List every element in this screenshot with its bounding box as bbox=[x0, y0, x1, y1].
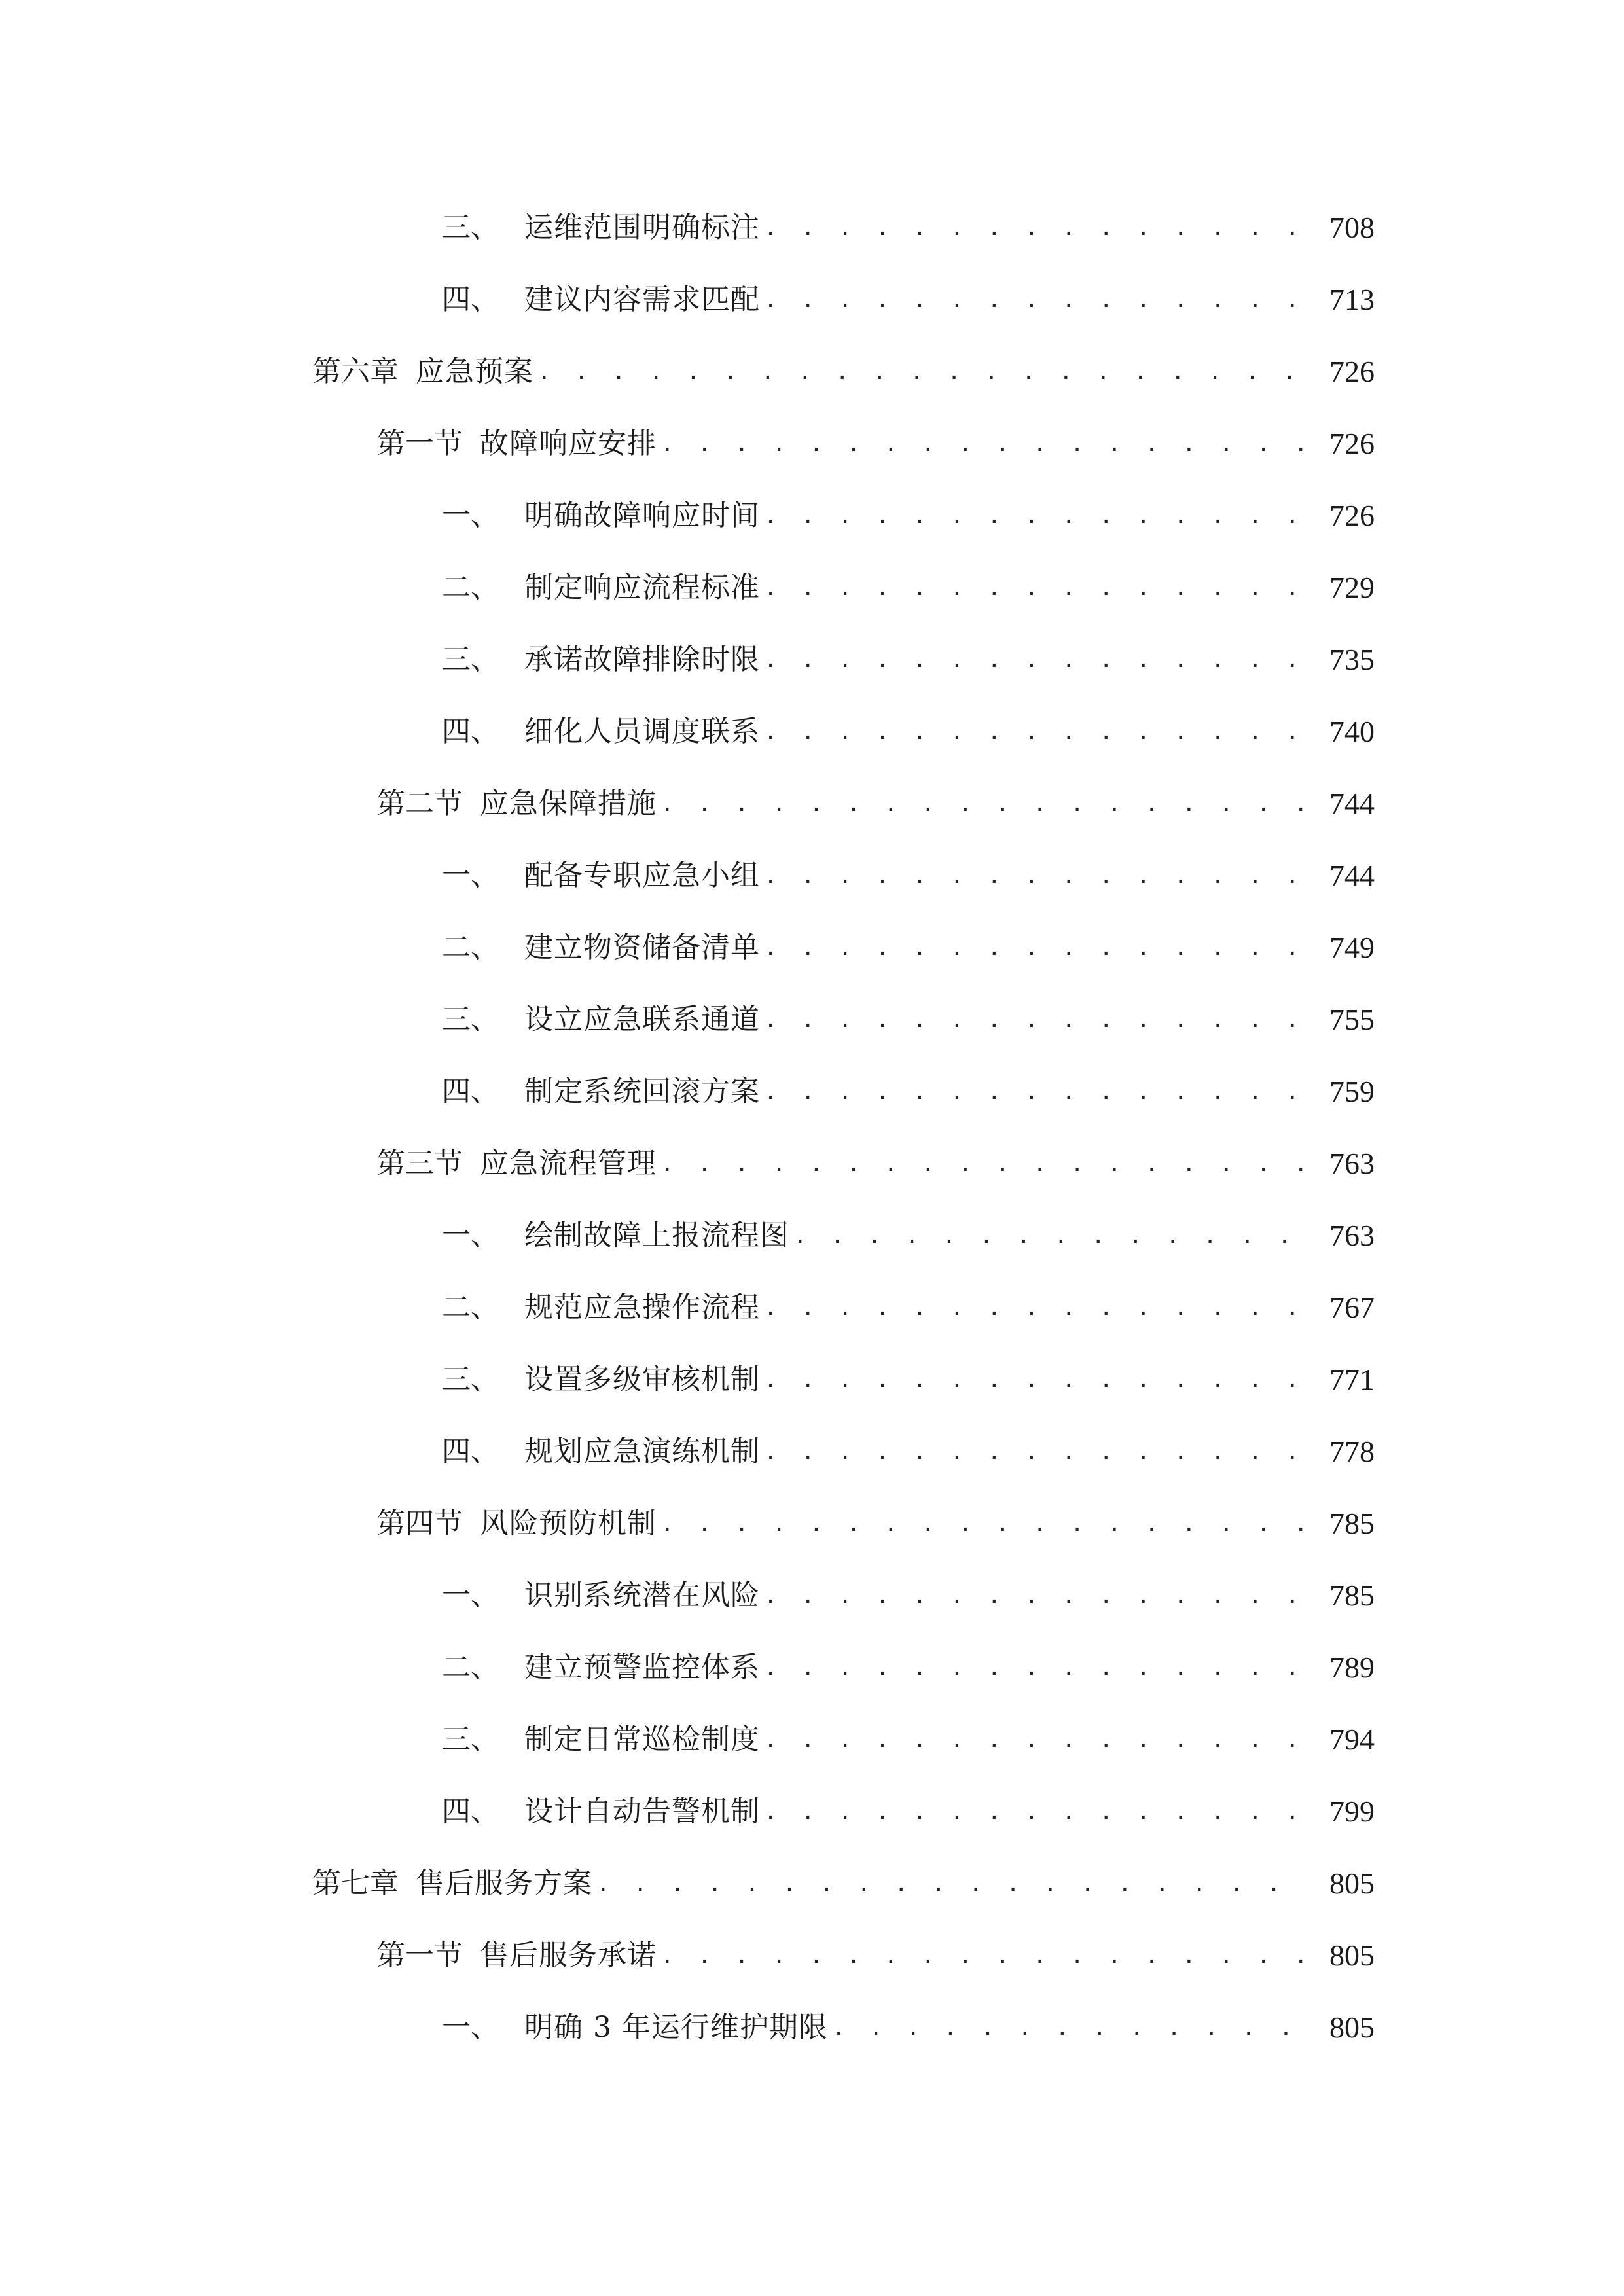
toc-entry[interactable] bbox=[442, 994, 1375, 1046]
toc-entry[interactable] bbox=[442, 1426, 1375, 1478]
toc-entry-number: 三、 bbox=[442, 1363, 499, 1396]
toc-entry-page: 735 bbox=[1329, 643, 1375, 676]
toc-entry-title: 售后服务承诺 bbox=[480, 1939, 657, 1972]
toc-dot-leader bbox=[764, 1713, 1307, 1766]
toc-dot-leader bbox=[832, 2001, 1307, 2054]
toc-entry-page: 744 bbox=[1329, 787, 1375, 820]
toc-dot-leader bbox=[764, 706, 1307, 758]
toc-entry-title: 应急流程管理 bbox=[480, 1147, 657, 1180]
toc-entry[interactable] bbox=[442, 562, 1375, 614]
toc-entry[interactable] bbox=[312, 1857, 1375, 1910]
toc-entry[interactable] bbox=[442, 1713, 1375, 1766]
toc-entry-title: 设立应急联系通道 bbox=[524, 1003, 760, 1036]
toc-entry-title: 明确 3 年运行维护期限 bbox=[524, 2011, 828, 2044]
toc-entry-page: 708 bbox=[1329, 211, 1375, 244]
toc-entry-title: 故障响应安排 bbox=[480, 427, 657, 460]
toc-entry[interactable] bbox=[442, 1066, 1375, 1118]
toc-dot-leader bbox=[660, 1929, 1307, 1982]
toc-entry-page: 759 bbox=[1329, 1075, 1375, 1108]
toc-entry-number: 四、 bbox=[442, 1435, 499, 1468]
toc-dot-leader bbox=[596, 1857, 1307, 1910]
toc-dot-leader bbox=[764, 202, 1307, 254]
toc-entry[interactable] bbox=[442, 274, 1375, 326]
toc-dot-leader bbox=[660, 1498, 1307, 1550]
toc-dot-leader bbox=[764, 634, 1307, 686]
toc-entry-number: 二、 bbox=[442, 571, 499, 604]
toc-dot-leader bbox=[764, 1570, 1307, 1622]
toc-dot-leader bbox=[764, 490, 1307, 542]
toc-entry-number: 三、 bbox=[442, 1723, 499, 1756]
toc-entry[interactable] bbox=[442, 1282, 1375, 1334]
toc-entry-number: 二、 bbox=[442, 1291, 499, 1324]
toc-entry[interactable] bbox=[376, 778, 1375, 830]
toc-entry-title: 建议内容需求匹配 bbox=[524, 283, 760, 316]
toc-entry-page: 805 bbox=[1329, 1939, 1375, 1972]
toc-dot-leader bbox=[764, 274, 1307, 326]
toc-entry-title: 明确故障响应时间 bbox=[524, 499, 760, 532]
toc-entry-page: 805 bbox=[1329, 1867, 1375, 1900]
toc-entry-title: 建立预警监控体系 bbox=[524, 1651, 760, 1684]
toc-entry-page: 740 bbox=[1329, 715, 1375, 748]
toc-entry-page: 789 bbox=[1329, 1651, 1375, 1684]
toc-entry-page: 785 bbox=[1329, 1507, 1375, 1540]
toc-entry[interactable] bbox=[376, 1498, 1375, 1550]
toc-entry-page: 749 bbox=[1329, 931, 1375, 964]
toc-entry-number: 四、 bbox=[442, 1075, 499, 1108]
toc-dot-leader bbox=[537, 346, 1307, 398]
toc-entry[interactable] bbox=[442, 2001, 1375, 2054]
toc-entry-number: 四、 bbox=[442, 1795, 499, 1828]
toc-entry-number: 第一节 bbox=[376, 1939, 463, 1972]
toc-dot-leader bbox=[764, 922, 1307, 974]
toc-entry-title: 配备专职应急小组 bbox=[524, 859, 760, 892]
toc-entry-number: 一、 bbox=[442, 499, 499, 532]
toc-dot-leader bbox=[660, 1138, 1307, 1190]
toc-entry[interactable] bbox=[442, 202, 1375, 254]
toc-entry-page: 726 bbox=[1329, 499, 1375, 532]
toc-entry[interactable] bbox=[442, 634, 1375, 686]
toc-entry[interactable] bbox=[442, 490, 1375, 542]
toc-entry-number: 二、 bbox=[442, 1651, 499, 1684]
toc-entry[interactable] bbox=[442, 1570, 1375, 1622]
toc-entry-number: 第三节 bbox=[376, 1147, 463, 1180]
toc-entry-number: 一、 bbox=[442, 859, 499, 892]
toc-entry[interactable] bbox=[376, 1138, 1375, 1190]
toc-entry-title: 应急保障措施 bbox=[480, 787, 657, 820]
toc-entry-number: 二、 bbox=[442, 931, 499, 964]
toc-entry-page: 785 bbox=[1329, 1579, 1375, 1612]
toc-entry-page: 805 bbox=[1329, 2011, 1375, 2044]
toc-dot-leader bbox=[660, 778, 1307, 830]
toc-dot-leader bbox=[764, 562, 1307, 614]
toc-entry[interactable] bbox=[376, 418, 1375, 470]
toc-entry-number: 三、 bbox=[442, 1003, 499, 1036]
toc-entry-page: 799 bbox=[1329, 1795, 1375, 1828]
toc-entry-page: 778 bbox=[1329, 1435, 1375, 1468]
toc-entry-number: 第六章 bbox=[312, 355, 399, 388]
toc-entry-page: 794 bbox=[1329, 1723, 1375, 1756]
toc-entry-number: 三、 bbox=[442, 643, 499, 676]
toc-entry[interactable] bbox=[376, 1929, 1375, 1982]
toc-entry-title: 绘制故障上报流程图 bbox=[524, 1219, 789, 1252]
toc-entry-number: 第四节 bbox=[376, 1507, 463, 1540]
toc-entry-page: 726 bbox=[1329, 355, 1375, 388]
toc-dot-leader bbox=[764, 1282, 1307, 1334]
toc-entry-number: 第七章 bbox=[312, 1867, 399, 1900]
toc-dot-leader bbox=[764, 1641, 1307, 1694]
toc-entry-title: 承诺故障排除时限 bbox=[524, 643, 760, 676]
toc-entry-number: 第二节 bbox=[376, 787, 463, 820]
toc-entry-page: 763 bbox=[1329, 1147, 1375, 1180]
toc-dot-leader bbox=[764, 850, 1307, 902]
toc-entry-number: 第一节 bbox=[376, 427, 463, 460]
toc-entry-page: 713 bbox=[1329, 283, 1375, 316]
toc-entry-number: 三、 bbox=[442, 211, 499, 244]
toc-entry-title: 设计自动告警机制 bbox=[524, 1795, 760, 1828]
toc-entry-page: 755 bbox=[1329, 1003, 1375, 1036]
toc-entry-title: 建立物资储备清单 bbox=[524, 931, 760, 964]
toc-entry-title: 制定系统回滚方案 bbox=[524, 1075, 760, 1108]
toc-entry-page: 771 bbox=[1329, 1363, 1375, 1396]
toc-dot-leader bbox=[764, 994, 1307, 1046]
toc-entry[interactable] bbox=[442, 922, 1375, 974]
toc-entry-title: 运维范围明确标注 bbox=[524, 211, 760, 244]
toc-dot-leader bbox=[793, 1210, 1307, 1262]
toc-entry-title: 制定日常巡检制度 bbox=[524, 1723, 760, 1756]
toc-dot-leader bbox=[764, 1066, 1307, 1118]
toc-entry-number: 一、 bbox=[442, 1579, 499, 1612]
toc-entry-title: 应急预案 bbox=[416, 355, 533, 388]
toc-entry-page: 767 bbox=[1329, 1291, 1375, 1324]
toc-entry-page: 726 bbox=[1329, 427, 1375, 460]
toc-entry-title: 细化人员调度联系 bbox=[524, 715, 760, 748]
toc-entry[interactable] bbox=[442, 1641, 1375, 1694]
toc-entry-title: 识别系统潜在风险 bbox=[524, 1579, 760, 1612]
toc-entry[interactable] bbox=[442, 1354, 1375, 1406]
toc-entry-number: 四、 bbox=[442, 715, 499, 748]
toc-entry-title: 设置多级审核机制 bbox=[524, 1363, 760, 1396]
toc-entry-title: 风险预防机制 bbox=[480, 1507, 657, 1540]
toc-dot-leader bbox=[764, 1785, 1307, 1838]
toc-entry[interactable] bbox=[442, 706, 1375, 758]
toc-entry-page: 763 bbox=[1329, 1219, 1375, 1252]
toc-entry[interactable] bbox=[442, 850, 1375, 902]
toc-entry-page: 729 bbox=[1329, 571, 1375, 604]
toc-dot-leader bbox=[660, 418, 1307, 470]
toc-entry-title: 规范应急操作流程 bbox=[524, 1291, 760, 1324]
toc-dot-leader bbox=[764, 1354, 1307, 1406]
toc-entry-number: 一、 bbox=[442, 2011, 499, 2044]
toc-dot-leader bbox=[764, 1426, 1307, 1478]
toc-entry-title: 售后服务方案 bbox=[416, 1867, 592, 1900]
toc-entry[interactable] bbox=[312, 346, 1375, 398]
toc-entry[interactable] bbox=[442, 1210, 1375, 1262]
toc-entry-number: 四、 bbox=[442, 283, 499, 316]
toc-entry-title: 制定响应流程标准 bbox=[524, 571, 760, 604]
toc-entry-title: 规划应急演练机制 bbox=[524, 1435, 760, 1468]
toc-entry[interactable] bbox=[442, 1785, 1375, 1838]
toc-entry-number: 一、 bbox=[442, 1219, 499, 1252]
toc-entry-page: 744 bbox=[1329, 859, 1375, 892]
